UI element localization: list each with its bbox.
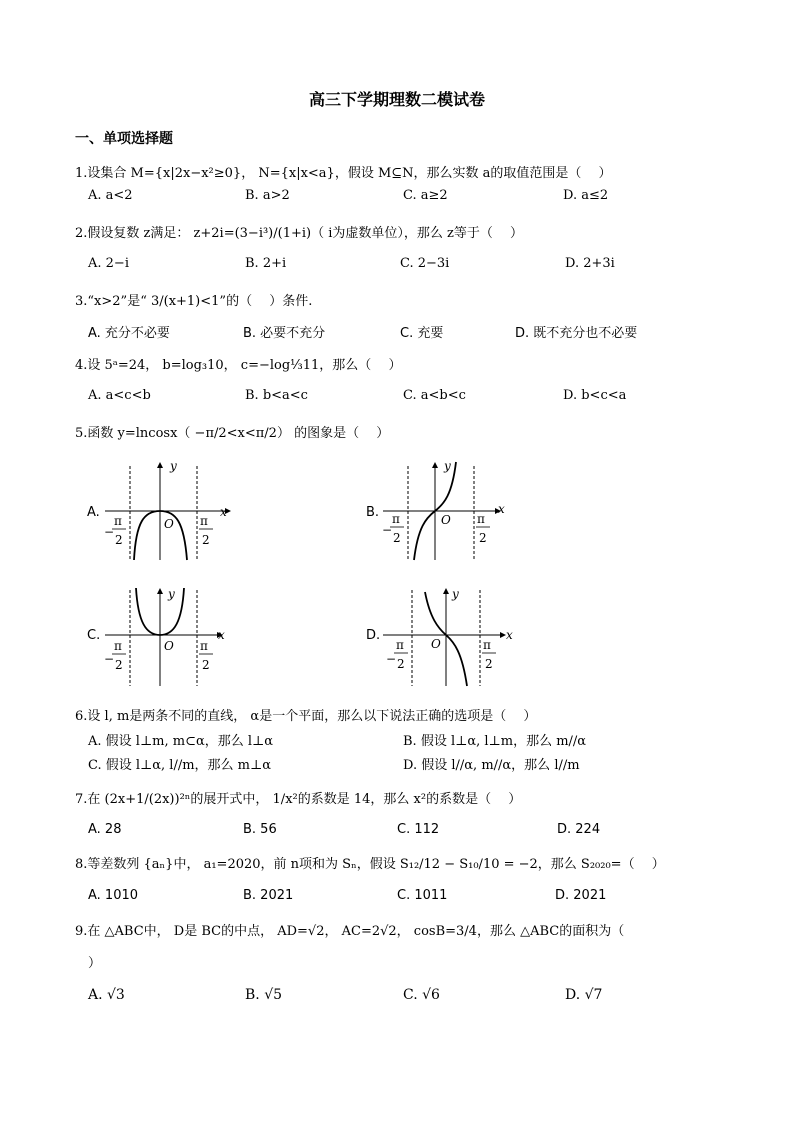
question-3-option-a: A. 充分不必要 [88, 326, 170, 341]
x-label: x [220, 505, 227, 519]
x-label: x [218, 628, 225, 642]
question-7-option-b: B. 56 [243, 822, 277, 837]
question-5-stem: 5.函数 y=lncosx（ −π/2<x<π/2） 的图象是（ ） [75, 426, 390, 441]
question-7-option-a: A. 28 [88, 822, 122, 837]
graph-option-a [100, 459, 240, 562]
question-9-stem: 9.在 △ABC中， D是 BC的中点， AD=√2， AC=2√2， cosB=3/4，那么 △ABC的面积为（ [75, 924, 625, 939]
question-5-option-c-label: C. [87, 628, 101, 643]
question-3-option-b: B. 必要不充分 [243, 326, 326, 341]
question-2-option-d: D. 2+3i [565, 256, 615, 271]
origin-label: O [441, 513, 451, 527]
section-heading: 一、单项选择题 [75, 131, 173, 147]
pi-numerator-left: π [392, 512, 400, 526]
pi-numerator-left: π [396, 638, 404, 652]
question-4-stem: 4.设 5ᵃ=24， b=log₃10， c=−log⅓11，那么（ ） [75, 358, 402, 373]
y-axis-arrow [443, 588, 449, 594]
denominator-right: 2 [479, 531, 487, 545]
pi-numerator-right: π [200, 514, 208, 528]
question-9-option-d: D. √7 [565, 987, 603, 1003]
denominator-left: 2 [115, 658, 123, 672]
question-6-option-a: A. 假设 l⊥m, m⊂α，那么 l⊥α [88, 734, 274, 749]
y-axis-arrow [157, 462, 163, 468]
denominator-right: 2 [485, 657, 493, 671]
question-8-option-a: A. 1010 [88, 888, 139, 903]
question-6-option-d: D. 假设 l//α, m//α，那么 l//m [403, 758, 580, 773]
question-6-option-c: C. 假设 l⊥α, l//m，那么 m⊥α [88, 758, 272, 773]
y-axis-arrow [432, 462, 438, 468]
question-1-option-d: D. a≤2 [563, 188, 609, 203]
y-label: y [170, 459, 177, 473]
pi-numerator-left: π [114, 514, 122, 528]
y-label: y [452, 587, 459, 601]
question-2-option-b: B. 2+i [245, 256, 287, 271]
origin-label: O [164, 517, 174, 531]
pi-numerator-left: π [114, 639, 122, 653]
minus-sign: − [104, 525, 115, 539]
denominator-left: 2 [393, 531, 401, 545]
pi-numerator-right: π [200, 639, 208, 653]
question-3-option-d: D. 既不充分也不必要 [515, 326, 638, 341]
x-label: x [506, 628, 513, 642]
question-6-stem: 6.设 l, m是两条不同的直线， α是一个平面，那么以下说法正确的选项是（ ） [75, 709, 537, 724]
question-4-option-c: C. a<b<c [403, 388, 466, 403]
question-2-stem: 2.假设复数 z满足： z+2i=(3−i³)/(1+i)（ i为虚数单位），那么 z等于（ ） [75, 226, 524, 241]
origin-label: O [431, 637, 441, 651]
question-4-option-b: B. b<a<c [245, 388, 308, 403]
graph-option-d [378, 588, 518, 688]
question-9-option-b: B. √5 [245, 987, 283, 1003]
question-9-option-a: A. √3 [88, 987, 125, 1003]
question-1-option-b: B. a>2 [245, 188, 290, 203]
graph-option-b [378, 459, 518, 562]
question-6-option-b: B. 假设 l⊥α, l⊥m，那么 m//α [403, 734, 587, 749]
question-1-option-c: C. a≥2 [403, 188, 448, 203]
question-9-option-c: C. √6 [403, 987, 440, 1003]
question-1-stem: 1.设集合 M={x|2x−x²≥0}， N={x|x<a}，假设 M⊆N，那么实数 a的取值范围是（ ） [75, 166, 612, 181]
question-7-option-d: D. 224 [557, 822, 601, 837]
pi-numerator-right: π [477, 512, 485, 526]
graph-option-c [100, 588, 240, 688]
question-8-option-b: B. 2021 [243, 888, 294, 903]
minus-sign: − [104, 652, 115, 666]
question-1-option-a: A. a<2 [88, 188, 133, 203]
pi-numerator-right: π [483, 638, 491, 652]
question-8-option-d: D. 2021 [555, 888, 607, 903]
x-label: x [498, 502, 505, 516]
question-9-stem-closing: ） [88, 956, 102, 971]
question-7-stem: 7.在 (2x+1/(2x))²ⁿ的展开式中， 1/x²的系数是 14，那么 x²的系数是（ ） [75, 792, 522, 807]
denominator-left: 2 [397, 657, 405, 671]
question-3-option-c: C. 充要 [400, 326, 444, 341]
y-label: y [168, 587, 175, 601]
minus-sign: − [386, 652, 397, 666]
question-5-option-d-label: D. [366, 628, 381, 643]
minus-sign: − [382, 523, 393, 537]
question-4-option-a: A. a<c<b [88, 388, 151, 403]
question-8-option-c: C. 1011 [397, 888, 448, 903]
origin-label: O [164, 639, 174, 653]
question-5-option-a-label: A. [87, 505, 100, 520]
y-label: y [444, 459, 451, 473]
question-3-stem: 3.“x>2”是“ 3/(x+1)<1”的（ ）条件. [75, 294, 313, 309]
question-2-option-c: C. 2−3i [400, 256, 450, 271]
denominator-right: 2 [202, 658, 210, 672]
question-7-option-c: C. 112 [397, 822, 440, 837]
question-2-option-a: A. 2−i [88, 256, 129, 271]
question-5-option-b-label: B. [366, 505, 380, 520]
page-title: 高三下学期理数二模试卷 [308, 90, 485, 109]
denominator-right: 2 [202, 533, 210, 547]
question-4-option-d: D. b<c<a [563, 388, 627, 403]
y-axis-arrow [157, 588, 163, 594]
denominator-left: 2 [115, 533, 123, 547]
question-8-stem: 8.等差数列 {aₙ}中， a₁=2020，前 n项和为 Sₙ，假设 S₁₂/12 − S₁₀/10 = −2，那么 S₂₀₂₀=（ ） [75, 857, 665, 872]
